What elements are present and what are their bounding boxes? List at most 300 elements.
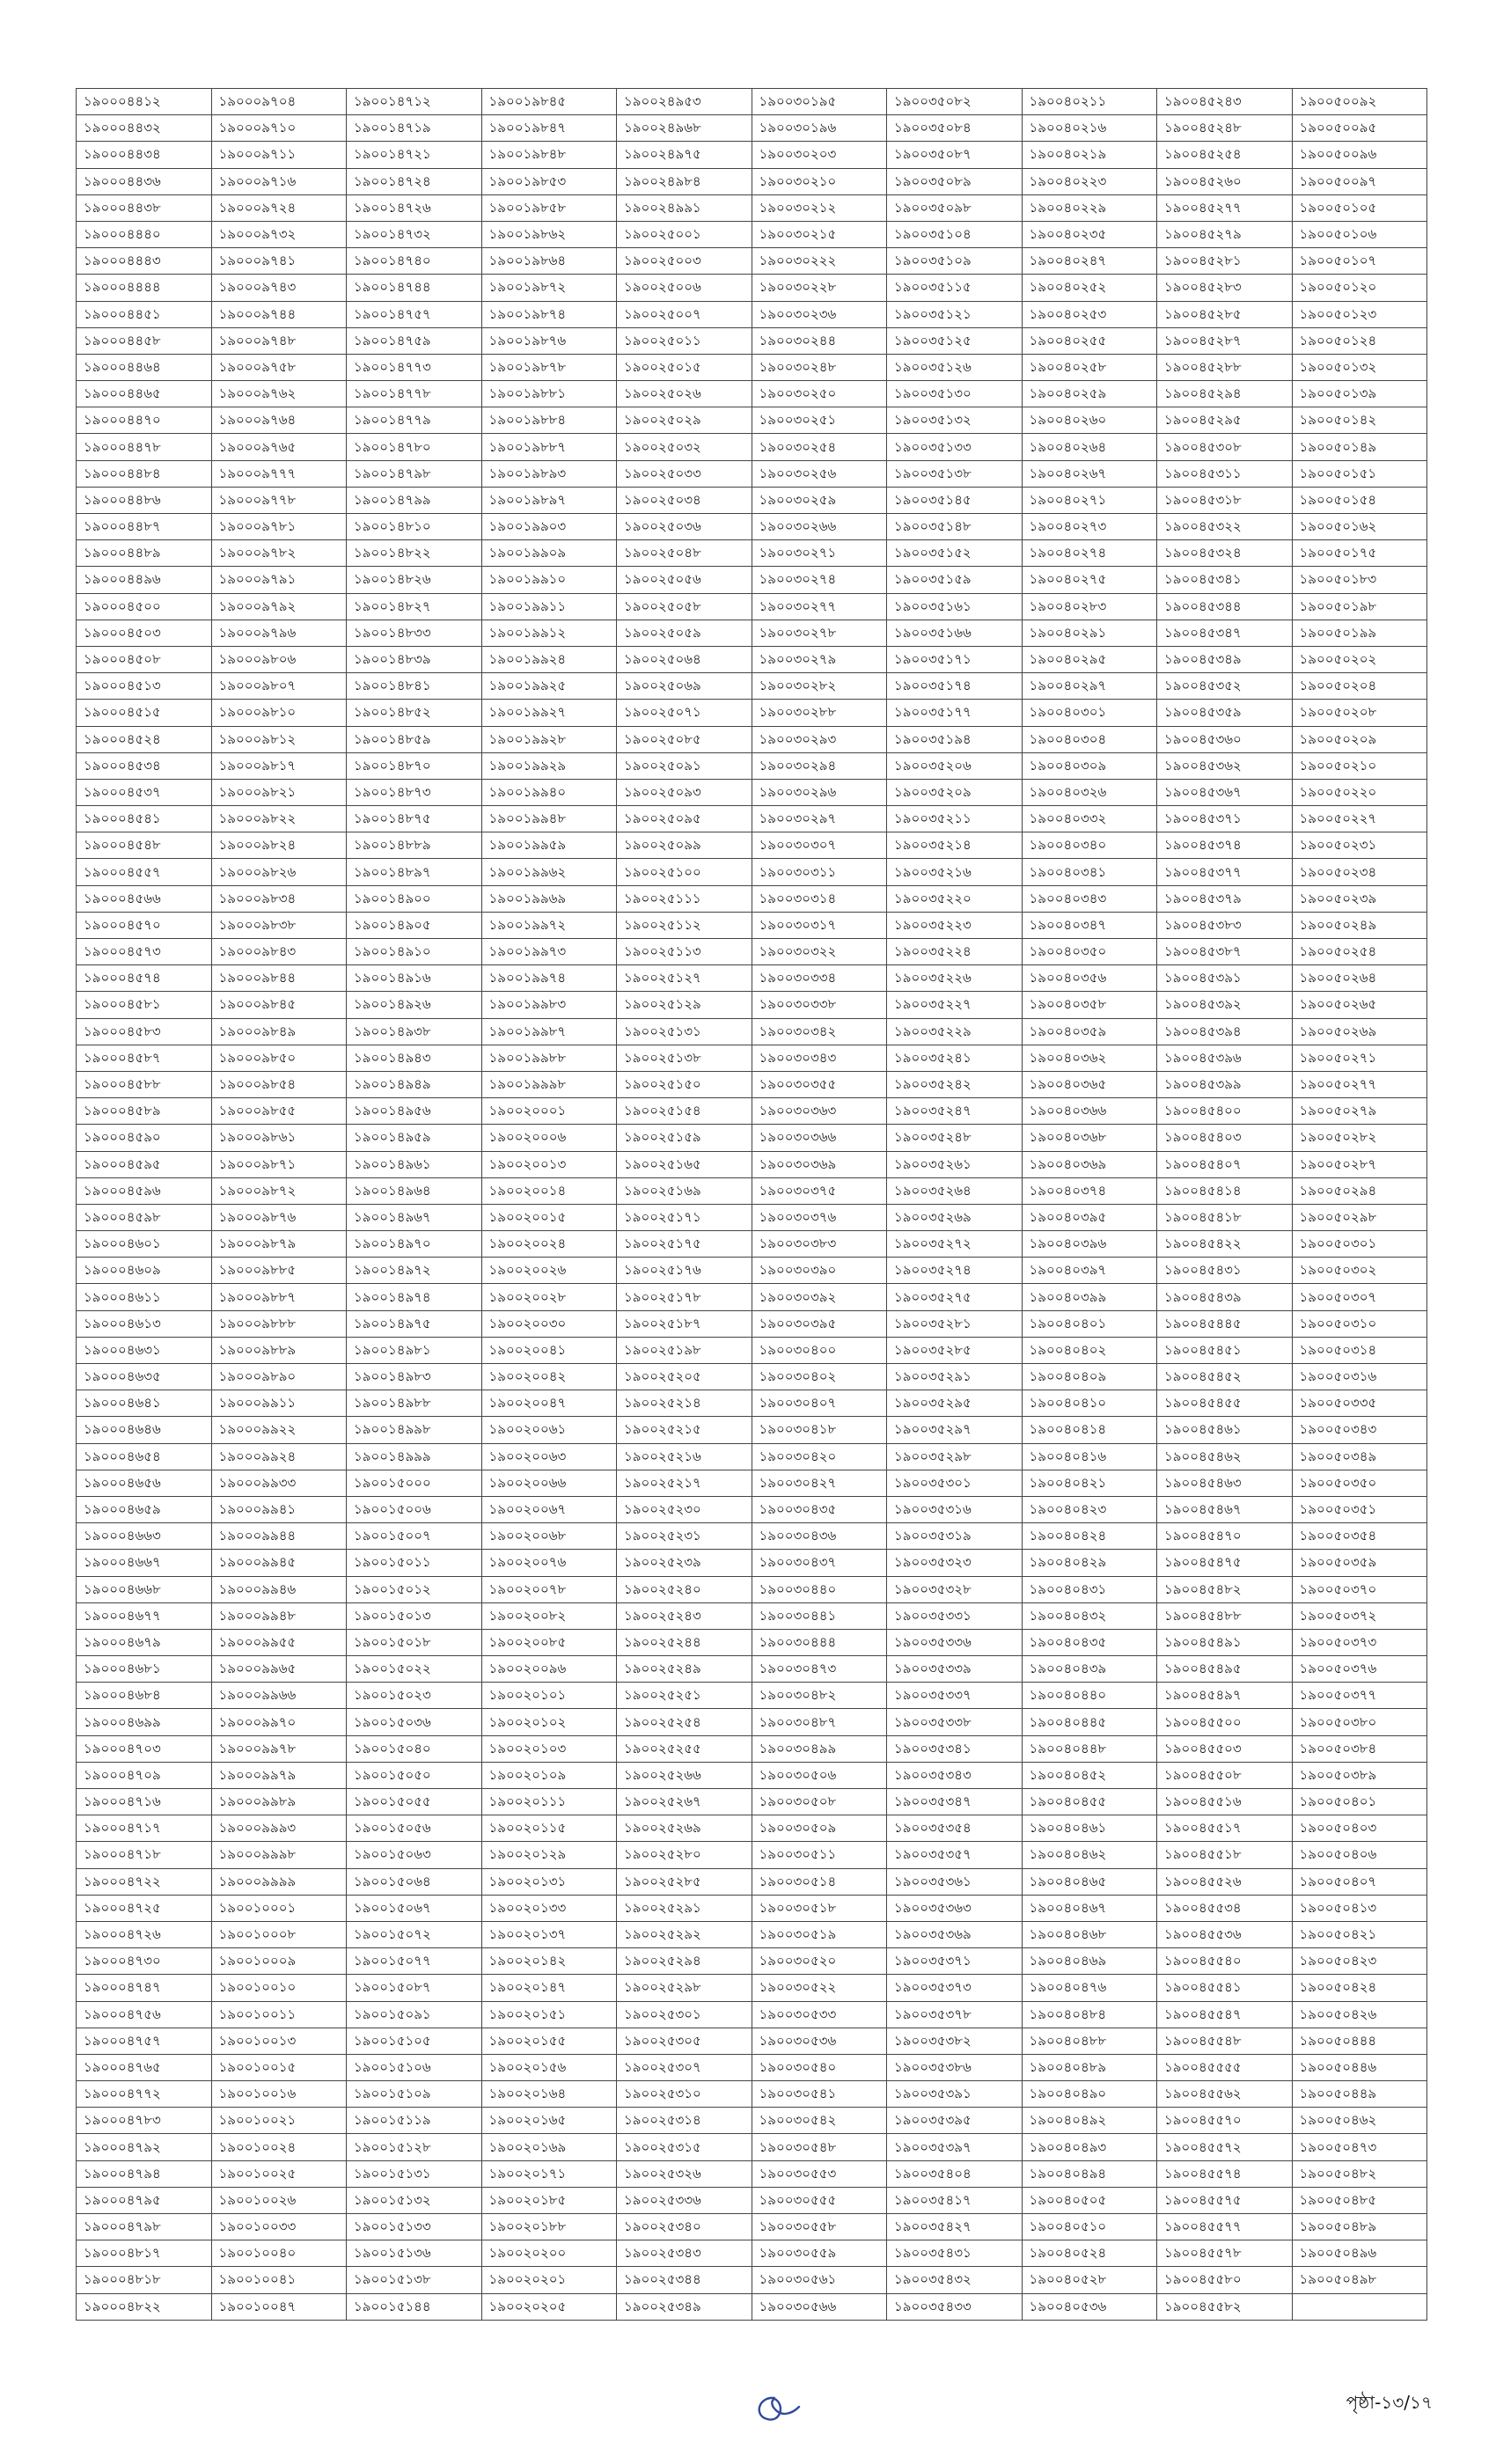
roll-number-cell: ১৯০০৩০২৮৮ — [752, 700, 887, 726]
roll-number-cell: ১৯০০১০০১৫ — [211, 2054, 347, 2080]
roll-number-cell: ১৯০০৩৫২১৬ — [887, 859, 1023, 885]
roll-number-cell: ১৯০০৩০৪৩৭ — [752, 1550, 887, 1576]
roll-number-cell: ১৯০০১৫০৫০ — [347, 1762, 482, 1788]
roll-number-cell: ১৯০০৩৫৩৫৪ — [887, 1815, 1023, 1842]
roll-number-cell: ১৯০০৪৫৫৩৬ — [1157, 1921, 1293, 1947]
roll-number-cell: ১৯০০০৪৫৮১ — [77, 992, 212, 1018]
roll-number-cell: ১৯০০৩০৩১৪ — [752, 885, 887, 912]
roll-number-cell: ১৯০০৩০২৭৪ — [752, 567, 887, 593]
roll-number-cell: ১৯০০৫০১৭৫ — [1292, 540, 1427, 567]
roll-number-cell: ১৯০০৩০২৫৯ — [752, 487, 887, 513]
roll-number-cell: ১৯০০০৯৯৬৫ — [211, 1656, 347, 1683]
roll-number-cell: ১৯০০১০০১১ — [211, 2001, 347, 2028]
roll-number-cell: ১৯০০৪০২১১ — [1022, 89, 1157, 115]
roll-number-cell: ১৯০০০৪৮২২ — [77, 2293, 212, 2320]
roll-number-cell: ১৯০০১৯৮৭৪ — [481, 301, 617, 327]
roll-number-cell: ১৯০০৩০২১০ — [752, 168, 887, 194]
roll-number-cell: ১৯০০০৪৪৮৬ — [77, 487, 212, 513]
roll-number-cell: ১৯০০১৫০২৩ — [347, 1683, 482, 1709]
roll-number-cell: ১৯০০৩৫২৪৭ — [887, 1098, 1023, 1125]
table-row — [77, 514, 1427, 540]
table-row — [77, 354, 1427, 380]
roll-number-cell: ১৯০০৩৫৩১৬ — [887, 1496, 1023, 1522]
roll-number-cell: ১৯০০০৪৬১১ — [77, 1284, 212, 1310]
roll-number-cell: ১৯০০১৯৮৯৩ — [481, 460, 617, 487]
roll-number-cell: ১৯০০৪৫৫৮০ — [1157, 2267, 1293, 2293]
table-row — [77, 620, 1427, 646]
roll-number-cell: ১৯০০৩৫২১১ — [887, 806, 1023, 832]
roll-number-cell: ১৯০০৪০৪৭৬ — [1022, 1975, 1157, 2001]
roll-number-cell: ১৯০০৪০৪১৬ — [1022, 1443, 1157, 1470]
roll-number-cell: ১৯০০৩৫২৭৫ — [887, 1284, 1023, 1310]
table-row — [77, 1975, 1427, 2001]
roll-number-cell: ১৯০০১৪৯২৬ — [347, 992, 482, 1018]
roll-number-cell: ১৯০০০৯৯৪৬ — [211, 1576, 347, 1602]
roll-number-cell: ১৯০০০৪৬১৩ — [77, 1310, 212, 1337]
roll-number-cell: ১৯০০৩০৫৫৩ — [752, 2160, 887, 2187]
roll-number-cell: ১৯০০২৫০৭১ — [617, 700, 752, 726]
roll-number-cell: ১৯০০২৫৩১৪ — [617, 2108, 752, 2134]
roll-number-cell: ১৯০০৪০৩৪১ — [1022, 859, 1157, 885]
roll-number-cell: ১৯০০৩০৩৮৩ — [752, 1231, 887, 1258]
roll-number-cell: ১৯০০৩৫২০৯ — [887, 779, 1023, 805]
table-row — [77, 168, 1427, 194]
roll-number-cell: ১৯০০১৯৮৮৭ — [481, 434, 617, 460]
roll-number-cell: ১৯০০৩০৫৫৯ — [752, 2240, 887, 2267]
roll-number-cell: ১৯০০১৪৯৯৯ — [347, 1443, 482, 1470]
roll-number-cell: ১৯০০২০২০১ — [481, 2267, 617, 2293]
roll-number-cell: ১৯০০৪০৩৪৩ — [1022, 885, 1157, 912]
roll-number-cell: ১৯০০০৪৫০৩ — [77, 620, 212, 646]
roll-number-cell: ১৯০০২০২০০ — [481, 2240, 617, 2267]
table-row — [77, 89, 1427, 115]
roll-number-cell: ১৯০০৩৫৪১৭ — [887, 2187, 1023, 2213]
roll-number-cell: ১৯০০৫০৩৭৩ — [1292, 1629, 1427, 1655]
roll-number-cell: ১৯০০২৫২৯৪ — [617, 1948, 752, 1975]
roll-number-cell: ১৯০০৩০২৯৪ — [752, 752, 887, 779]
roll-number-cell: ১৯০০১৪৮১০ — [347, 514, 482, 540]
roll-number-cell: ১৯০০১৯৯২৫ — [481, 673, 617, 700]
roll-number-cell: ১৯০০৪০৫২৮ — [1022, 2267, 1157, 2293]
roll-number-cell: ১৯০০৪৫৩৯৬ — [1157, 1045, 1293, 1071]
roll-number-cell: ১৯০০২৫২১৬ — [617, 1443, 752, 1470]
roll-number-cell: ১৯০০৪০২৭১ — [1022, 487, 1157, 513]
roll-number-cell: ১৯০০৩০২১২ — [752, 194, 887, 221]
table-row — [77, 115, 1427, 142]
roll-number-cell: ১৯০০৪৫৫১৮ — [1157, 1842, 1293, 1868]
roll-number-cell: ১৯০০০৯৮৩৪ — [211, 885, 347, 912]
roll-number-cell: ১৯০০২৫০২৯ — [617, 407, 752, 434]
table-row — [77, 752, 1427, 779]
roll-number-cell: ১৯০০২৫২৯৮ — [617, 1975, 752, 2001]
roll-number-cell: ১৯০০২৫১২৯ — [617, 992, 752, 1018]
roll-number-cell: ১৯০০৩৫১৫৯ — [887, 567, 1023, 593]
roll-number-cell: ১৯০০০৪৬৬৩ — [77, 1523, 212, 1550]
roll-number-cell: ১৯০০১৪৯৬৪ — [347, 1177, 482, 1204]
roll-number-cell: ১৯০০২০১৬৫ — [481, 2108, 617, 2134]
roll-number-cell: ১৯০০৪০৪০১ — [1022, 1310, 1157, 1337]
roll-number-cell: ১৯০০৪০৩৬২ — [1022, 1045, 1157, 1071]
roll-number-cell: ১৯০০৪৫২৮১ — [1157, 248, 1293, 275]
roll-number-cell: ১৯০০১৪৮৭০ — [347, 752, 482, 779]
roll-number-cell: ১৯০০০৯৭৬৪ — [211, 407, 347, 434]
roll-number-cell: ১৯০০০৪৬৫৯ — [77, 1496, 212, 1522]
roll-number-cell: ১৯০০২০১১৫ — [481, 1815, 617, 1842]
roll-number-cell: ১৯০০৪৫৩৭৯ — [1157, 885, 1293, 912]
table-row — [77, 1496, 1427, 1522]
table-row — [77, 1284, 1427, 1310]
roll-number-cell: ১৯০০১৫০৯১ — [347, 2001, 482, 2028]
roll-number-cell: ১৯০০১৫০৮৭ — [347, 1975, 482, 2001]
roll-number-cell: ১৯০০৪০৩৫০ — [1022, 939, 1157, 965]
roll-number-cell: ১৯০০৩০১৯৬ — [752, 115, 887, 142]
roll-number-cell: ১৯০০৪৫৪৫২ — [1157, 1364, 1293, 1390]
roll-number-cell: ১৯০০২০০৪১ — [481, 1337, 617, 1363]
roll-number-cell: ১৯০০২৫২৫১ — [617, 1683, 752, 1709]
roll-number-cell: ১৯০০১৪৭১৯ — [347, 115, 482, 142]
roll-number-cell: ১৯০০৩৫৪৩১ — [887, 2240, 1023, 2267]
roll-number-cell: ১৯০০৪৫৩৬২ — [1157, 752, 1293, 779]
roll-number-cell: ১৯০০৫০১০৬ — [1292, 221, 1427, 247]
roll-number-cell: ১৯০০৩৫২০৬ — [887, 752, 1023, 779]
roll-number-cell: ১৯০০১৪৯৫৯ — [347, 1125, 482, 1151]
roll-number-cell: ১৯০০১০০০৯ — [211, 1948, 347, 1975]
roll-number-cell: ১৯০০১৪৯১৬ — [347, 965, 482, 992]
roll-number-cell: ১৯০০১৫১৩২ — [347, 2187, 482, 2213]
roll-number-cell: ১৯০০৫০৩৭৬ — [1292, 1656, 1427, 1683]
roll-number-cell: ১৯০০০৪৬৫৬ — [77, 1470, 212, 1496]
roll-number-cell: ১৯০০০৪৮১৮ — [77, 2267, 212, 2293]
roll-number-cell: ১৯০০৫০২০৪ — [1292, 673, 1427, 700]
roll-number-cell: ১৯০০৩৫৩৪৩ — [887, 1762, 1023, 1788]
roll-number-cell: ১৯০০২০১৩১ — [481, 1868, 617, 1895]
roll-number-cell: ১৯০০৫০২৩১ — [1292, 832, 1427, 859]
roll-number-cell: ১৯০০২৫২১৪ — [617, 1390, 752, 1417]
table-row — [77, 2054, 1427, 2080]
roll-number-cell: ১৯০০৫০১৪৯ — [1292, 434, 1427, 460]
roll-number-cell: ১৯০০২৫১৮৭ — [617, 1310, 752, 1337]
roll-number-cell: ১৯০০৩০৪৩৫ — [752, 1496, 887, 1522]
roll-number-cell: ১৯০০৫০৩৪৩ — [1292, 1417, 1427, 1443]
roll-number-cell: ১৯০০৩৫৩৭১ — [887, 1948, 1023, 1975]
roll-number-cell: ১৯০০২০১০২ — [481, 1709, 617, 1735]
roll-number-cell: ১৯০০০৪৫৯৮ — [77, 1204, 212, 1230]
roll-number-cell: ১৯০০৩৫৩৩১ — [887, 1602, 1023, 1629]
roll-number-cell: ১৯০০৪০৪৬৮ — [1022, 1921, 1157, 1947]
roll-number-cell: ১৯০০১৪৯৬১ — [347, 1151, 482, 1177]
roll-number-cell: ১৯০০১৪৯৭৫ — [347, 1310, 482, 1337]
roll-number-cell: ১৯০০০৪৪৪৪ — [77, 275, 212, 301]
roll-number-cell: ১৯০০৩০৫৪০ — [752, 2054, 887, 2080]
roll-number-cell: ১৯০০৪০৫১০ — [1022, 2214, 1157, 2240]
roll-number-cell: ১৯০০৫০৩৭৭ — [1292, 1683, 1427, 1709]
roll-number-cell: ১৯০০০৯৯৪৫ — [211, 1550, 347, 1576]
roll-number-cell: ১৯০০১৫০১৮ — [347, 1629, 482, 1655]
roll-number-cell: ১৯০০১৪৭৩২ — [347, 221, 482, 247]
roll-number-cell: ১৯০০৪৫২৯৫ — [1157, 407, 1293, 434]
roll-number-cell: ১৯০০০৯৮০৭ — [211, 673, 347, 700]
table-row — [77, 327, 1427, 354]
roll-number-cell: ১৯০০৩০২৯৭ — [752, 806, 887, 832]
table-row — [77, 2187, 1427, 2213]
roll-number-cell: ১৯০০২০১০৯ — [481, 1762, 617, 1788]
roll-number-cell: ১৯০০০৪৫১৩ — [77, 673, 212, 700]
roll-number-cell: ১৯০০০৯৭২৪ — [211, 194, 347, 221]
roll-number-cell: ১৯০০৩৫৪২৭ — [887, 2214, 1023, 2240]
roll-number-cell: ১৯০০৫০৩৭০ — [1292, 1576, 1427, 1602]
roll-number-cell: ১৯০০১৫১৩৮ — [347, 2267, 482, 2293]
table-row — [77, 939, 1427, 965]
roll-number-cell: ১৯০০৩৫২৮১ — [887, 1310, 1023, 1337]
roll-number-cell: ১৯০০৪০৩০১ — [1022, 700, 1157, 726]
roll-number-cell: ১৯০০৩০৩০৭ — [752, 832, 887, 859]
page-number: পৃষ্ঠা-১৩/১৭ — [1346, 2392, 1433, 2413]
roll-number-cell: ১৯০০০৯৮১০ — [211, 700, 347, 726]
roll-number-cell: ১৯০০৩৫২৬১ — [887, 1151, 1023, 1177]
roll-number-cell: ১৯০০৫০৩৪৯ — [1292, 1443, 1427, 1470]
roll-number-cell: ১৯০০১৯৯৫৯ — [481, 832, 617, 859]
roll-number-cell: ১৯০০২৫০০৬ — [617, 275, 752, 301]
roll-number-cell: ১৯০০০৪৪৪০ — [77, 221, 212, 247]
roll-number-cell: ১৯০০৪০২৯৭ — [1022, 673, 1157, 700]
roll-number-cell: ১৯০০৪০৪০২ — [1022, 1337, 1157, 1363]
table-row — [77, 1045, 1427, 1071]
roll-number-cell: ১৯০০০৪৪৪৩ — [77, 248, 212, 275]
roll-number-cell: ১৯০০০৪৫৮৭ — [77, 1045, 212, 1071]
roll-number-cell: ১৯০০৩৫১৬১ — [887, 593, 1023, 620]
roll-number-cell: ১৯০০০৪৫৪১ — [77, 806, 212, 832]
roll-number-cell: ১৯০০১৯৯৬২ — [481, 859, 617, 885]
table-row — [77, 221, 1427, 247]
roll-number-cell: ১৯০০২৫২১৭ — [617, 1470, 752, 1496]
roll-number-cell: ১৯০০৩৫৪৩৩ — [887, 2293, 1023, 2320]
roll-number-cell: ১৯০০১৯৯৮৩ — [481, 992, 617, 1018]
roll-number-cell: ১৯০০০৪৬৭৭ — [77, 1602, 212, 1629]
roll-number-cell: ১৯০০২৫০৫৮ — [617, 593, 752, 620]
roll-number-cell: ১৯০০৪০৪৬১ — [1022, 1815, 1157, 1842]
roll-number-cell: ১৯০০০৯৮৭২ — [211, 1177, 347, 1204]
roll-number-cell: ১৯০০১৯৮৪৭ — [481, 115, 617, 142]
roll-number-cell: ১৯০০৩৫০৯৮ — [887, 194, 1023, 221]
roll-number-cell: ১৯০০১৯৮৪৮ — [481, 142, 617, 168]
roll-number-cell: ১৯০০১৪৯৭২ — [347, 1258, 482, 1284]
table-row — [77, 1735, 1427, 1762]
roll-number-cell: ১৯০০৫০৪৪৬ — [1292, 2054, 1427, 2080]
roll-number-cell: ১৯০০০৪৫৮৯ — [77, 1098, 212, 1125]
roll-number-cell: ১৯০০৪০৪২৯ — [1022, 1550, 1157, 1576]
roll-number-cell: ১৯০০২৫৩৪৩ — [617, 2240, 752, 2267]
roll-number-cell: ১৯০০৩০৫৪৮ — [752, 2134, 887, 2160]
roll-number-cell: ১৯০০২৫১৬৫ — [617, 1151, 752, 1177]
roll-number-cell: ১৯০০১৪৯০৫ — [347, 912, 482, 938]
roll-number-cell: ১৯০০০৯৮২২ — [211, 806, 347, 832]
roll-number-cell: ১৯০০৩৫২২৩ — [887, 912, 1023, 938]
roll-number-cell: ১৯০০১৫০৬৩ — [347, 1842, 482, 1868]
roll-number-cell: ১৯০০১৪৯৪৯ — [347, 1071, 482, 1097]
roll-number-cell: ১৯০০২৫২৩০ — [617, 1496, 752, 1522]
roll-number-cell: ১৯০০২৫২৬৯ — [617, 1815, 752, 1842]
roll-number-cell: ১৯০০৪০৪০৯ — [1022, 1364, 1157, 1390]
roll-number-cell: ১৯০০৪০৩৯৯ — [1022, 1284, 1157, 1310]
roll-number-cell: ১৯০০২৪৯৭৫ — [617, 142, 752, 168]
roll-number-cell: ১৯০০১৯৮৭৬ — [481, 327, 617, 354]
roll-number-cell: ১৯০০৪৫৪৬৭ — [1157, 1496, 1293, 1522]
roll-number-cell: ১৯০০৫০২৯৪ — [1292, 1177, 1427, 1204]
roll-number-cell: ১৯০০৪০২২৩ — [1022, 168, 1157, 194]
roll-number-cell: ১৯০০২৫০৯৫ — [617, 806, 752, 832]
roll-number-cell: ১৯০০১৪৯৫৬ — [347, 1098, 482, 1125]
roll-number-cell: ১৯০০৪০৪৩২ — [1022, 1602, 1157, 1629]
roll-number-cell: ১৯০০২০১০১ — [481, 1683, 617, 1709]
roll-number-cell: ১৯০০২৫০৩৪ — [617, 487, 752, 513]
roll-number-cell: ১৯০০৪৫৩৯৯ — [1157, 1071, 1293, 1097]
roll-number-cell: ১৯০০৪০৩৬৫ — [1022, 1071, 1157, 1097]
roll-number-cell: ১৯০০৩০২৪৪ — [752, 327, 887, 354]
roll-number-cell: ১৯০০৩৫১৭১ — [887, 646, 1023, 672]
roll-number-cell: ১৯০০৩০২৯৩ — [752, 726, 887, 752]
roll-number-cell: ১৯০০০৪৫৭৪ — [77, 965, 212, 992]
roll-number-cell: ১৯০০৪৫৩৯৪ — [1157, 1018, 1293, 1045]
roll-number-cell: ১৯০০০৪৪৬৫ — [77, 381, 212, 407]
roll-number-cell: ১৯০০৩০২৪৮ — [752, 354, 887, 380]
roll-number-cell: ১৯০০১০০৪৭ — [211, 2293, 347, 2320]
table-row — [77, 248, 1427, 275]
roll-number-cell: ১৯০০০৪৭১৭ — [77, 1815, 212, 1842]
roll-number-cell: ১৯০০৪০৪৮৮ — [1022, 2028, 1157, 2054]
roll-number-cell: ১৯০০২০১৮৮ — [481, 2214, 617, 2240]
roll-number-cell: ১৯০০১৪৯৮৮ — [347, 1390, 482, 1417]
roll-number-cell: ১৯০০৩০২৬৬ — [752, 514, 887, 540]
roll-number-cell: ১৯০০৫০২৬৫ — [1292, 992, 1427, 1018]
roll-number-cell: ১৯০০০৯৭৮২ — [211, 540, 347, 567]
roll-number-cell: ১৯০০২৫২৫৪ — [617, 1709, 752, 1735]
roll-number-cell: ১৯০০৩০৫২০ — [752, 1948, 887, 1975]
roll-number-cell: ১৯০০১০০৪০ — [211, 2240, 347, 2267]
roll-number-cell: ১৯০০০৪৭৫৭ — [77, 2028, 212, 2054]
roll-number-cell: ১৯০০২০০৬৮ — [481, 1523, 617, 1550]
roll-number-cell: ১৯০০৩৫৩৬১ — [887, 1868, 1023, 1895]
roll-number-cell: ১৯০০৩০৪৪০ — [752, 1576, 887, 1602]
roll-number-cell: ১৯০০৩৫৩৩৮ — [887, 1709, 1023, 1735]
roll-number-cell: ১৯০০০৯৮৭১ — [211, 1151, 347, 1177]
roll-number-cell: ১৯০০০৪৪১২ — [77, 89, 212, 115]
roll-number-cell: ১৯০০২০১৫১ — [481, 2001, 617, 2028]
roll-number-cell: ১৯০০৫০৪০৩ — [1292, 1815, 1427, 1842]
roll-number-cell: ১৯০০৩০৩৯২ — [752, 1284, 887, 1310]
roll-number-cell: ১৯০০৫০১৩৯ — [1292, 381, 1427, 407]
roll-number-cell: ১৯০০০৪৭৯২ — [77, 2134, 212, 2160]
roll-number-cell: ১৯০০৩৫১১৫ — [887, 275, 1023, 301]
roll-number-cell: ১৯০০১৪৭৪০ — [347, 248, 482, 275]
roll-number-cell: ১৯০০২৫০৯৯ — [617, 832, 752, 859]
roll-number-cell: ১৯০০৫০৩৮০ — [1292, 1709, 1427, 1735]
roll-number-cell: ১৯০০২০০১৩ — [481, 1151, 617, 1177]
roll-number-cell: ১৯০০২৫০২৬ — [617, 381, 752, 407]
roll-number-cell: ১৯০০২০১৭১ — [481, 2160, 617, 2187]
roll-number-cell: ১৯০০৩৫২২৯ — [887, 1018, 1023, 1045]
roll-number-cell: ১৯০০৫০৩১৬ — [1292, 1364, 1427, 1390]
roll-number-cell: ১৯০০৩০৩৬৩ — [752, 1098, 887, 1125]
roll-number-cell: ১৯০০১৯৯২৪ — [481, 646, 617, 672]
roll-number-cell: ১৯০০৩০৩১৭ — [752, 912, 887, 938]
roll-number-cell: ১৯০০০৪৬৬৮ — [77, 1576, 212, 1602]
roll-number-cell: ১৯০০৪৫৩৮৭ — [1157, 939, 1293, 965]
roll-number-cell: ১৯০০১৯৮৬২ — [481, 221, 617, 247]
roll-number-cell: ১৯০০৪০৩৩২ — [1022, 806, 1157, 832]
roll-number-cell: ১৯০০৫০২১০ — [1292, 752, 1427, 779]
roll-number-cell: ১৯০০৪৫৫৪৮ — [1157, 2028, 1293, 2054]
roll-number-cell: ১৯০০১৪৭৫৯ — [347, 327, 482, 354]
roll-number-cell: ১৯০০৪৫৫৪০ — [1157, 1948, 1293, 1975]
roll-number-cell: ১৯০০৪৫৪০৭ — [1157, 1151, 1293, 1177]
roll-number-cell: ১৯০০২৫০৬৯ — [617, 673, 752, 700]
roll-number-cell: ১৯০০২০১৪৭ — [481, 1975, 617, 2001]
roll-number-cell: ১৯০০১৯৯৭২ — [481, 912, 617, 938]
roll-number-cell: ১৯০০৩৫১০৪ — [887, 221, 1023, 247]
roll-number-cell: ১৯০০১০০১০ — [211, 1975, 347, 2001]
roll-number-cell: ১৯০০৩০৫৫৮ — [752, 2214, 887, 2240]
table-row — [77, 2081, 1427, 2108]
roll-number-cell: ১৯০০৪০২৪৭ — [1022, 248, 1157, 275]
roll-number-cell: ১৯০০৫০১৮৩ — [1292, 567, 1427, 593]
roll-number-cell: ১৯০০১৪৭৭৮ — [347, 381, 482, 407]
roll-number-cell: ১৯০০২৫৩৪০ — [617, 2214, 752, 2240]
roll-number-cell: ১৯০০৩০২৫৬ — [752, 460, 887, 487]
table-row — [77, 1337, 1427, 1363]
table-row — [77, 1895, 1427, 1921]
roll-number-cell: ১৯০০২০১২৯ — [481, 1842, 617, 1868]
roll-number-cell: ১৯০০২৫১৭১ — [617, 1204, 752, 1230]
roll-number-cell: ১৯০০৪০৩৫৮ — [1022, 992, 1157, 1018]
roll-number-cell: ১৯০০৩০২২২ — [752, 248, 887, 275]
roll-number-cell: ১৯০০৪৫৪৯৫ — [1157, 1656, 1293, 1683]
roll-number-cell: ১৯০০০৯৯৯৩ — [211, 1815, 347, 1842]
roll-number-cell: ১৯০০৫০০৯৫ — [1292, 115, 1427, 142]
roll-number-cell: ১৯০০৩৫২৬৪ — [887, 1177, 1023, 1204]
table-row — [77, 142, 1427, 168]
roll-number-cell: ১৯০০৫০০৯৬ — [1292, 142, 1427, 168]
roll-number-cell: ১৯০০২৫২৪৯ — [617, 1656, 752, 1683]
roll-number-cell: ১৯০০৩৫০৮৪ — [887, 115, 1023, 142]
roll-number-cell: ১৯০০২৪৯৬৮ — [617, 115, 752, 142]
roll-number-cell: ১৯০০৫০৩১৪ — [1292, 1337, 1427, 1363]
roll-number-cell: ১৯০০৫০০৯২ — [1292, 89, 1427, 115]
table-row — [77, 540, 1427, 567]
roll-number-cell: ১৯০০৫০১৯৯ — [1292, 620, 1427, 646]
roll-number-cell: ১৯০০৪০৪৩১ — [1022, 1576, 1157, 1602]
roll-number-cell: ১৯০০৩০৫০৮ — [752, 1789, 887, 1815]
table-row — [77, 646, 1427, 672]
roll-number-cell: ১৯০০২৫২৮০ — [617, 1842, 752, 1868]
roll-number-cell: ১৯০০২৫০৬৪ — [617, 646, 752, 672]
roll-number-cell: ১৯০০৪০২৯১ — [1022, 620, 1157, 646]
roll-number-cell: ১৯০০১৪৮৫৯ — [347, 726, 482, 752]
roll-number-cell: ১৯০০৩৫২৪৮ — [887, 1125, 1023, 1151]
roll-number-cell: ১৯০০৩০৩৬৬ — [752, 1125, 887, 1151]
roll-number-cell: ১৯০০৪৫৫৭২ — [1157, 2134, 1293, 2160]
roll-number-cell: ১৯০০৩০৩৭৬ — [752, 1204, 887, 1230]
roll-number-cell: ১৯০০৪০৪৯৩ — [1022, 2134, 1157, 2160]
roll-number-cell: ১৯০০০৯৭৯১ — [211, 567, 347, 593]
roll-number-cell: ১৯০০৩৫৩১৯ — [887, 1523, 1023, 1550]
roll-number-cell: ১৯০০১৪৯৯৮ — [347, 1417, 482, 1443]
roll-number-cell: ১৯০০৫০২২০ — [1292, 779, 1427, 805]
roll-number-cell: ১৯০০১৯৮৫৩ — [481, 168, 617, 194]
roll-number-cell: ১৯০০৪০৩০৯ — [1022, 752, 1157, 779]
roll-number-cell: ১৯০০৩০৩৯৫ — [752, 1310, 887, 1337]
roll-number-cell: ১৯০০৩৫৩৮২ — [887, 2028, 1023, 2054]
roll-number-cell: ১৯০০২৫৩৩৬ — [617, 2187, 752, 2213]
